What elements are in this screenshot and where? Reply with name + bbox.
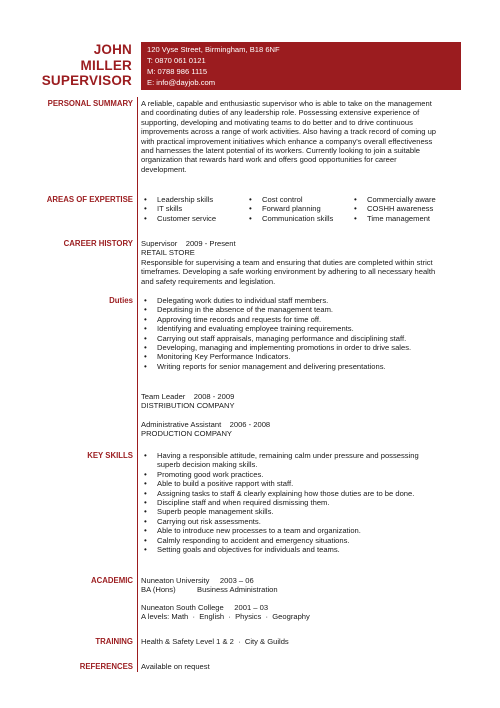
last-name: MILLER	[80, 57, 132, 73]
job-title: SUPERVISOR	[41, 73, 132, 88]
university-line: Nuneaton University 2003 – 06	[141, 576, 254, 585]
expertise-item: • Communication skills	[246, 214, 351, 223]
job-title-line: Administrative Assistant 2006 - 2008	[141, 420, 271, 429]
section-label-training: TRAINING	[95, 637, 133, 646]
cv-name-title	[30, 42, 132, 89]
skill-item: • Carrying out risk assessments.	[141, 517, 441, 526]
job-company: RETAIL STORE	[141, 248, 195, 258]
section-label-personal-summary: PERSONAL SUMMARY	[47, 99, 133, 108]
job-title-line: Team Leader 2008 - 2009	[141, 392, 235, 401]
section-label-career-history: CAREER HISTORY	[63, 239, 133, 248]
career-job-1	[141, 239, 441, 286]
first-name: JOHN	[93, 42, 132, 57]
skill-item: • Calmly responding to accident and emergency situations.	[141, 536, 441, 545]
personal-summary-text: A reliable, capable and enthusiastic supervisor who is able to take on the management and coordinating duties of any leadership role. Possessing extensive experience of supporting, developing and motivating teams to do better and to drive continuous improvements across a range of work activities. Also having a track record of coming up with practical improvement initiatives which enhance a company's overall effectiveness and harnesses the latent potential of its workers. Currently looking to join a suitable organization that rewards hard work and offers good opportunities for career development.	[141, 99, 437, 174]
expertise-item: • IT skills	[141, 204, 246, 213]
college-line: Nuneaton South College 2001 – 03	[141, 602, 269, 612]
divider-line	[137, 97, 138, 672]
skill-item: • Discipline staff and when required dismissing them.	[141, 498, 441, 507]
job-company: DISTRIBUTION COMPANY	[141, 401, 235, 411]
job-company: PRODUCTION COMPANY	[141, 429, 232, 439]
a-levels: A levels: Math · English · Physics · Geography	[141, 612, 310, 622]
duty-item: • Delegating work duties to individual staff members.	[141, 296, 441, 305]
duties-list	[141, 296, 441, 371]
contact-box	[141, 42, 461, 90]
duty-item: • Identifying and evaluating employee training requirements.	[141, 324, 441, 333]
section-label-academic: ACADEMIC	[90, 576, 133, 585]
section-label-references: REFERENCES	[79, 662, 133, 671]
contact-address: 120 Vyse Street, Birmingham, B18 6NF	[147, 45, 280, 54]
section-label-expertise: AREAS OF EXPERTISE	[46, 195, 133, 204]
skill-item: • Setting goals and objectives for individuals and teams.	[141, 545, 441, 554]
expertise-item: • COSHH awareness	[351, 204, 456, 213]
skill-item: • Promoting good work practices.	[141, 470, 441, 479]
contact-mobile: M: 0788 986 1115	[147, 67, 208, 76]
job-description: Responsible for supervising a team and ensuring that duties are completed within strict timeframes. Developing a safe working environment by adhering to all necessary health and safety requirements and legislation.	[141, 257, 436, 286]
skill-item: • Able to introduce new processes to a team and organization.	[141, 526, 441, 535]
degree-row	[141, 585, 441, 594]
section-label-duties: Duties	[109, 296, 133, 305]
duty-item: • Writing reports for senior management and delivering presentations.	[141, 362, 441, 371]
expertise-grid	[141, 195, 471, 223]
training-text: Health & Safety Level 1 & 2 · City & Guilds	[141, 637, 289, 646]
skill-item: • Able to build a positive rapport with staff.	[141, 479, 441, 488]
references-text: Available on request	[141, 662, 210, 671]
duty-item: • Carrying out staff appraisals, managing performance and disciplining staff.	[141, 334, 441, 343]
key-skills-list	[141, 451, 441, 554]
duty-item: • Deputising in the absence of the management team.	[141, 305, 441, 314]
expertise-item: • Leadership skills	[141, 195, 246, 204]
expertise-item: • Customer service	[141, 214, 246, 223]
expertise-item: • Time management	[351, 214, 456, 223]
expertise-item: • Cost control	[246, 195, 351, 204]
section-label-key-skills: KEY SKILLS	[87, 451, 133, 460]
duty-item: • Monitoring Key Performance Indicators.	[141, 352, 441, 361]
degree: BA (Hons)	[141, 585, 176, 595]
expertise-item: • Forward planning	[246, 204, 351, 213]
duty-item: • Approving time records and requests for time off.	[141, 315, 441, 324]
career-job-3	[141, 420, 441, 439]
duty-item: • Developing, managing and implementing promotions in order to drive sales.	[141, 343, 441, 352]
skill-item: • Superb people management skills.	[141, 507, 441, 516]
academic-block	[141, 576, 441, 622]
career-job-2	[141, 392, 441, 411]
degree-subject: Business Administration	[197, 585, 278, 595]
skill-item: • Assigning tasks to staff & clearly explaining how those duties are to be done.	[141, 489, 441, 498]
expertise-item: • Commercially aware	[351, 195, 456, 204]
job-title-line: Supervisor 2009 - Present	[141, 239, 236, 248]
contact-telephone: T: 0870 061 0121	[147, 56, 206, 65]
skill-item: • Having a responsible attitude, remaining calm under pressure and possessing superb decision making skills.	[141, 451, 441, 470]
contact-email[interactable]: E: info@dayjob.com	[147, 78, 216, 87]
